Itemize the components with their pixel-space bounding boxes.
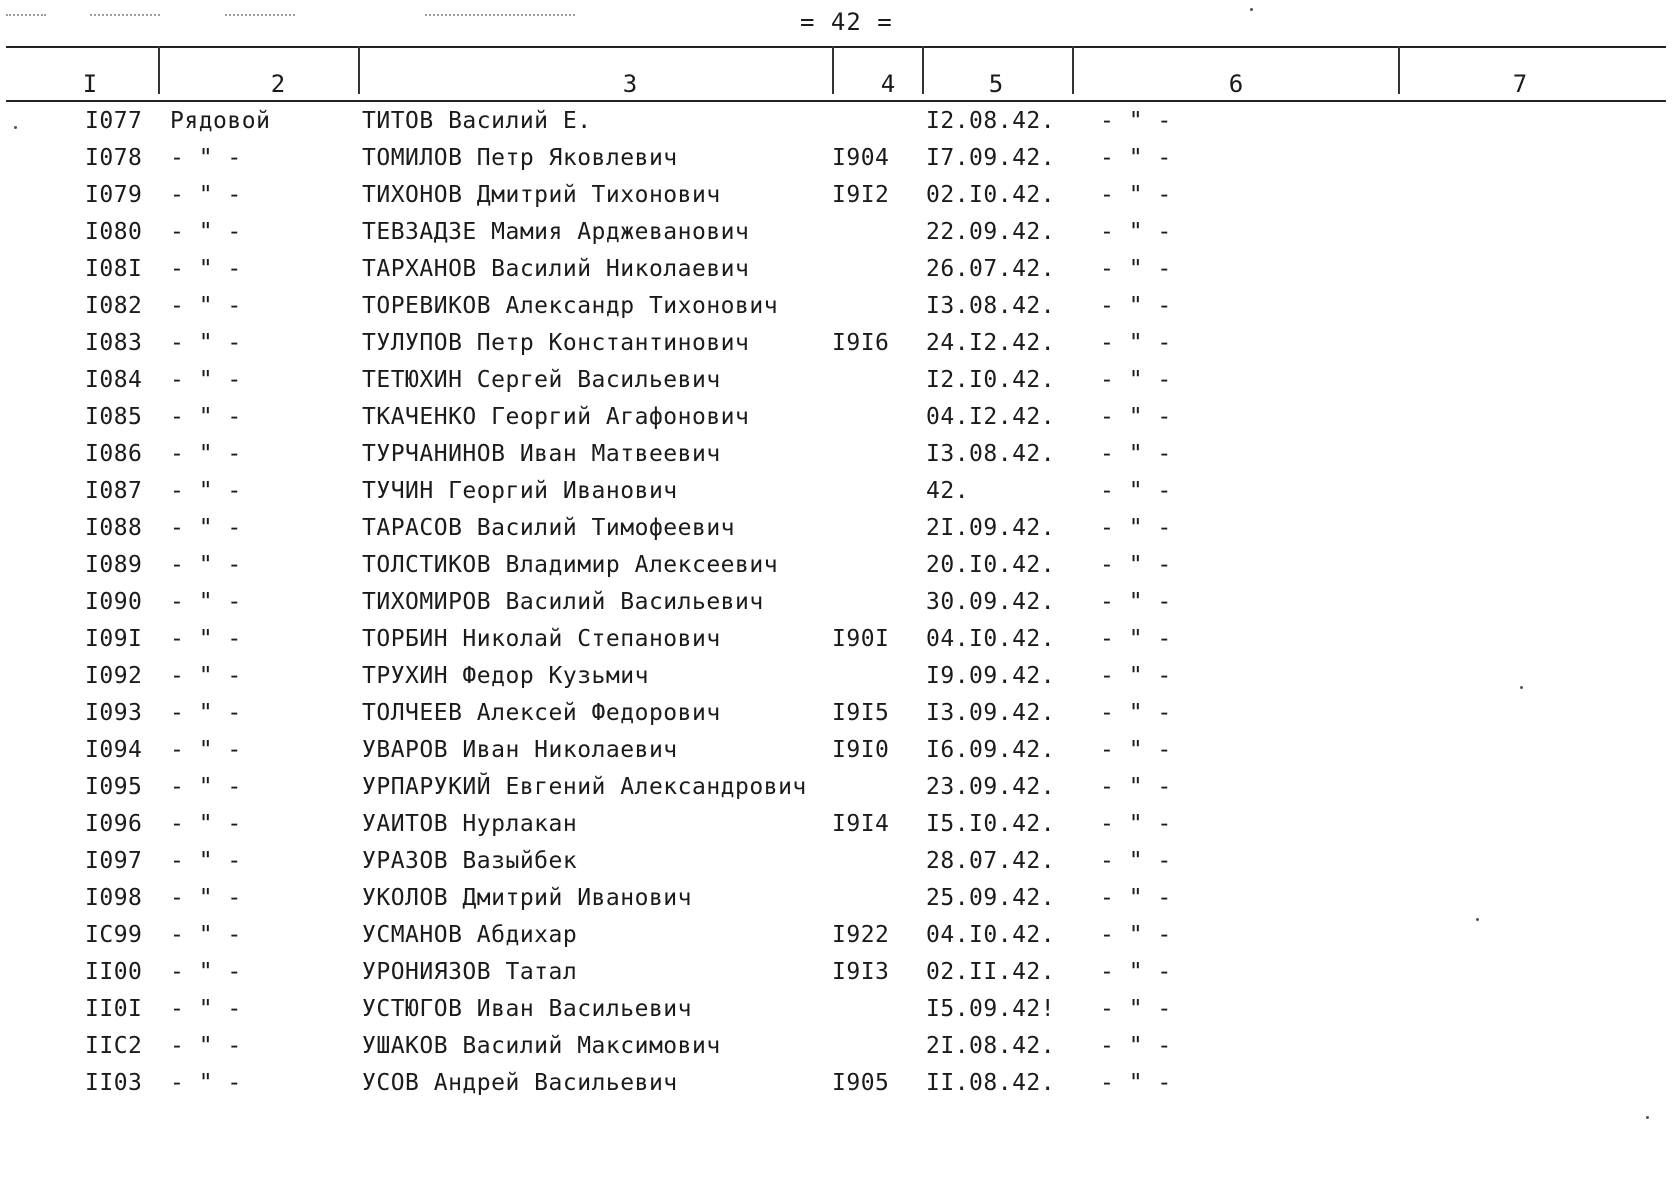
record-number: I085: [85, 404, 143, 430]
ditto-note: - " -: [1100, 219, 1172, 245]
date: 02.II.42.: [926, 959, 1056, 985]
column-separator: [1072, 46, 1074, 94]
ditto-note: - " -: [1100, 108, 1172, 134]
table-row: [0, 363, 1680, 400]
record-number: I098: [85, 885, 143, 911]
date: I5.09.42!: [926, 996, 1056, 1022]
rank: - " -: [170, 404, 242, 430]
table-row: [0, 1029, 1680, 1066]
scan-smudge: [6, 14, 46, 18]
record-number: I083: [85, 330, 143, 356]
full-name: УСТЮГОВ Иван Васильевич: [362, 996, 692, 1022]
full-name: УРПАРУКИЙ Евгений Александрович: [362, 774, 807, 800]
rank: - " -: [170, 515, 242, 541]
full-name: ТИХОМИРОВ Василий Васильевич: [362, 589, 764, 615]
date: 30.09.42.: [926, 589, 1056, 615]
table-row: [0, 1066, 1680, 1103]
date: I6.09.42.: [926, 737, 1056, 763]
table-row: [0, 326, 1680, 363]
rank: - " -: [170, 552, 242, 578]
ditto-note: - " -: [1100, 996, 1172, 1022]
table-row: [0, 104, 1680, 141]
rank: - " -: [170, 885, 242, 911]
scan-smudge: [425, 14, 575, 18]
full-name: УСОВ Андрей Васильевич: [362, 1070, 678, 1096]
date: II.08.42.: [926, 1070, 1056, 1096]
full-name: ТРУХИН Федор Кузьмич: [362, 663, 649, 689]
date: 28.07.42.: [926, 848, 1056, 874]
table-body: [0, 104, 1680, 1103]
birth-year: I9I0: [832, 737, 890, 763]
table-row: [0, 733, 1680, 770]
ditto-note: - " -: [1100, 367, 1172, 393]
record-number: I092: [85, 663, 143, 689]
date: I9.09.42.: [926, 663, 1056, 689]
rank: - " -: [170, 626, 242, 652]
table-row: [0, 770, 1680, 807]
scan-speck: [1520, 686, 1523, 689]
scan-speck: [1250, 8, 1253, 11]
table-row: [0, 955, 1680, 992]
table-row: [0, 141, 1680, 178]
birth-year: I90I: [832, 626, 890, 652]
rank: - " -: [170, 737, 242, 763]
full-name: УАИТОВ Нурлакан: [362, 811, 578, 837]
column-separator: [832, 46, 834, 94]
date: I3.08.42.: [926, 441, 1056, 467]
record-number: I087: [85, 478, 143, 504]
table-row: [0, 289, 1680, 326]
rank: - " -: [170, 145, 242, 171]
full-name: ТУЛУПОВ Петр Константинович: [362, 330, 750, 356]
record-number: I09I: [85, 626, 143, 652]
date: I2.08.42.: [926, 108, 1056, 134]
rank: - " -: [170, 774, 242, 800]
full-name: УСМАНОВ Абдихар: [362, 922, 578, 948]
full-name: ТОРЕВИКОВ Александр Тихонович: [362, 293, 779, 319]
ditto-note: - " -: [1100, 404, 1172, 430]
table-row: [0, 474, 1680, 511]
record-number: I077: [85, 108, 143, 134]
rank: - " -: [170, 256, 242, 282]
full-name: УРОНИЯЗОВ Татал: [362, 959, 578, 985]
ditto-note: - " -: [1100, 552, 1172, 578]
date: 42.: [926, 478, 970, 504]
column-separator: [922, 46, 924, 94]
birth-year: I9I3: [832, 959, 890, 985]
ditto-note: - " -: [1100, 774, 1172, 800]
ditto-note: - " -: [1100, 663, 1172, 689]
rank: - " -: [170, 589, 242, 615]
table-row: [0, 659, 1680, 696]
record-number: I084: [85, 367, 143, 393]
table-row: [0, 215, 1680, 252]
date: 2I.08.42.: [926, 1033, 1056, 1059]
full-name: УШАКОВ Василий Максимович: [362, 1033, 721, 1059]
date: 02.I0.42.: [926, 182, 1056, 208]
record-number: I089: [85, 552, 143, 578]
header-top-rule: [6, 46, 1666, 48]
full-name: ТОМИЛОВ Петр Яковлевич: [362, 145, 678, 171]
record-number: I08I: [85, 256, 143, 282]
column-heading: 2: [270, 70, 286, 98]
full-name: ТОРБИН Николай Степанович: [362, 626, 721, 652]
column-separator: [358, 46, 360, 94]
birth-year: I922: [832, 922, 890, 948]
table-row: [0, 881, 1680, 918]
rank: Рядовой: [170, 108, 271, 134]
column-heading: 5: [988, 70, 1004, 98]
ditto-note: - " -: [1100, 478, 1172, 504]
birth-year: I905: [832, 1070, 890, 1096]
table-row: [0, 696, 1680, 733]
column-heading: 7: [1512, 70, 1528, 98]
table-row: [0, 400, 1680, 437]
rank: - " -: [170, 700, 242, 726]
ditto-note: - " -: [1100, 737, 1172, 763]
full-name: ТОЛЧЕЕВ Алексей Федорович: [362, 700, 721, 726]
table-row: [0, 178, 1680, 215]
rank: - " -: [170, 1070, 242, 1096]
ditto-note: - " -: [1100, 1070, 1172, 1096]
date: I3.08.42.: [926, 293, 1056, 319]
column-separator: [158, 46, 160, 94]
ditto-note: - " -: [1100, 293, 1172, 319]
record-number: I096: [85, 811, 143, 837]
table-row: [0, 992, 1680, 1029]
record-number: I079: [85, 182, 143, 208]
ditto-note: - " -: [1100, 885, 1172, 911]
ditto-note: - " -: [1100, 959, 1172, 985]
full-name: ТКАЧЕНКО Георгий Агафонович: [362, 404, 750, 430]
birth-year: I904: [832, 145, 890, 171]
column-heading: 3: [622, 70, 638, 98]
full-name: ТИТОВ Василий Е.: [362, 108, 592, 134]
ditto-note: - " -: [1100, 626, 1172, 652]
page-number: = 42 =: [800, 8, 893, 36]
date: 26.07.42.: [926, 256, 1056, 282]
birth-year: I9I2: [832, 182, 890, 208]
ditto-note: - " -: [1100, 182, 1172, 208]
ditto-note: - " -: [1100, 330, 1172, 356]
record-number: I094: [85, 737, 143, 763]
date: 25.09.42.: [926, 885, 1056, 911]
column-heading: 6: [1228, 70, 1244, 98]
full-name: ТАРАСОВ Василий Тимофеевич: [362, 515, 736, 541]
full-name: УКОЛОВ Дмитрий Иванович: [362, 885, 692, 911]
record-number: I095: [85, 774, 143, 800]
date: I5.I0.42.: [926, 811, 1056, 837]
rank: - " -: [170, 330, 242, 356]
table-row: [0, 585, 1680, 622]
rank: - " -: [170, 441, 242, 467]
scan-smudge: [225, 14, 295, 18]
ditto-note: - " -: [1100, 589, 1172, 615]
rank: - " -: [170, 811, 242, 837]
table-row: [0, 918, 1680, 955]
rank: - " -: [170, 478, 242, 504]
record-number: I090: [85, 589, 143, 615]
record-number: I088: [85, 515, 143, 541]
full-name: ТАРХАНОВ Василий Николаевич: [362, 256, 750, 282]
table-row: [0, 252, 1680, 289]
date: 2I.09.42.: [926, 515, 1056, 541]
ditto-note: - " -: [1100, 145, 1172, 171]
birth-year: I9I5: [832, 700, 890, 726]
rank: - " -: [170, 922, 242, 948]
full-name: ТИХОНОВ Дмитрий Тихонович: [362, 182, 721, 208]
record-number: II0I: [85, 996, 143, 1022]
record-number: I086: [85, 441, 143, 467]
column-separator: [1398, 46, 1400, 94]
table-row: [0, 548, 1680, 585]
birth-year: I9I4: [832, 811, 890, 837]
table-row: [0, 511, 1680, 548]
full-name: ТУЧИН Георгий Иванович: [362, 478, 678, 504]
ditto-note: - " -: [1100, 811, 1172, 837]
column-heading: 4: [880, 70, 896, 98]
birth-year: I9I6: [832, 330, 890, 356]
rank: - " -: [170, 1033, 242, 1059]
record-number: IC99: [85, 922, 143, 948]
rank: - " -: [170, 996, 242, 1022]
date: I3.09.42.: [926, 700, 1056, 726]
ditto-note: - " -: [1100, 1033, 1172, 1059]
full-name: ТОЛСТИКОВ Владимир Алексеевич: [362, 552, 779, 578]
full-name: ТЕВЗАДЗЕ Мамия Арджеванович: [362, 219, 750, 245]
date: 23.09.42.: [926, 774, 1056, 800]
date: 24.I2.42.: [926, 330, 1056, 356]
scan-smudge: [90, 14, 160, 18]
date: 04.I2.42.: [926, 404, 1056, 430]
rank: - " -: [170, 367, 242, 393]
rank: - " -: [170, 848, 242, 874]
full-name: ТЕТЮХИН Сергей Васильевич: [362, 367, 721, 393]
ditto-note: - " -: [1100, 515, 1172, 541]
rank: - " -: [170, 182, 242, 208]
record-number: IIC2: [85, 1033, 143, 1059]
record-number: I082: [85, 293, 143, 319]
record-number: I078: [85, 145, 143, 171]
column-heading: I: [82, 70, 98, 98]
date: I7.09.42.: [926, 145, 1056, 171]
full-name: УВАРОВ Иван Николаевич: [362, 737, 678, 763]
record-number: I097: [85, 848, 143, 874]
date: 20.I0.42.: [926, 552, 1056, 578]
ditto-note: - " -: [1100, 700, 1172, 726]
record-number: I093: [85, 700, 143, 726]
record-number: II00: [85, 959, 143, 985]
rank: - " -: [170, 959, 242, 985]
date: 22.09.42.: [926, 219, 1056, 245]
ditto-note: - " -: [1100, 256, 1172, 282]
full-name: УРАЗОВ Вазыйбек: [362, 848, 578, 874]
scan-speck: [1476, 918, 1479, 921]
date: 04.I0.42.: [926, 626, 1056, 652]
scan-speck: [14, 126, 17, 129]
table-row: [0, 622, 1680, 659]
ditto-note: - " -: [1100, 848, 1172, 874]
header-bottom-rule: [6, 100, 1666, 102]
scan-speck: [1646, 1116, 1649, 1119]
rank: - " -: [170, 663, 242, 689]
record-number: II03: [85, 1070, 143, 1096]
rank: - " -: [170, 219, 242, 245]
date: I2.I0.42.: [926, 367, 1056, 393]
ditto-note: - " -: [1100, 441, 1172, 467]
rank: - " -: [170, 293, 242, 319]
table-row: [0, 437, 1680, 474]
date: 04.I0.42.: [926, 922, 1056, 948]
full-name: ТУРЧАНИНОВ Иван Матвеевич: [362, 441, 721, 467]
ditto-note: - " -: [1100, 922, 1172, 948]
table-row: [0, 807, 1680, 844]
table-row: [0, 844, 1680, 881]
record-number: I080: [85, 219, 143, 245]
